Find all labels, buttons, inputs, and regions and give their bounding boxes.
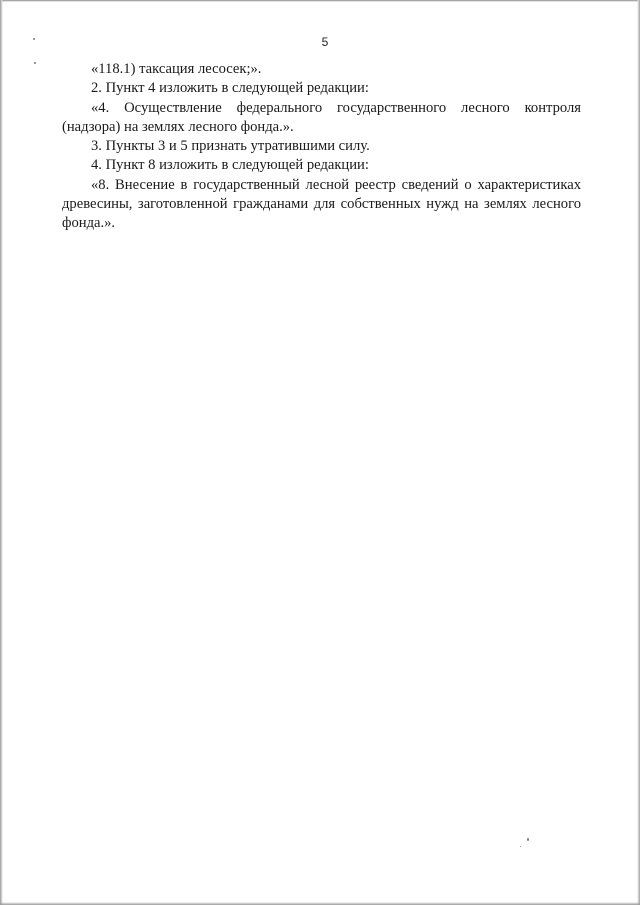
paragraph-4: 3. Пункты 3 и 5 признать утратившими силу. <box>91 138 370 155</box>
scan-speck <box>520 846 521 847</box>
scan-speck <box>527 838 529 841</box>
scan-edge-left <box>0 0 3 905</box>
scan-speck <box>34 62 36 64</box>
paragraph-5: 4. Пункт 8 изложить в следующей редакции: <box>91 157 369 174</box>
document-body <box>62 60 581 234</box>
paragraph-1: «118.1) таксация лесосек;». <box>91 61 262 77</box>
paragraph-2: 2. Пункт 4 изложить в следующей редакции: <box>91 80 369 97</box>
paragraph-3: «4. Осуществление федерального государственного лесного контроля (надзора) на землях лесного фонда.». <box>62 99 581 135</box>
paragraph-6: «8. Внесение в государственный лесной реестр сведений о характеристиках древесины, заготовленной гражданами для собственных нужд на землях лесного фонда.». <box>62 176 581 232</box>
scan-edge-top <box>0 0 640 2</box>
page-number: 5 <box>321 35 329 49</box>
